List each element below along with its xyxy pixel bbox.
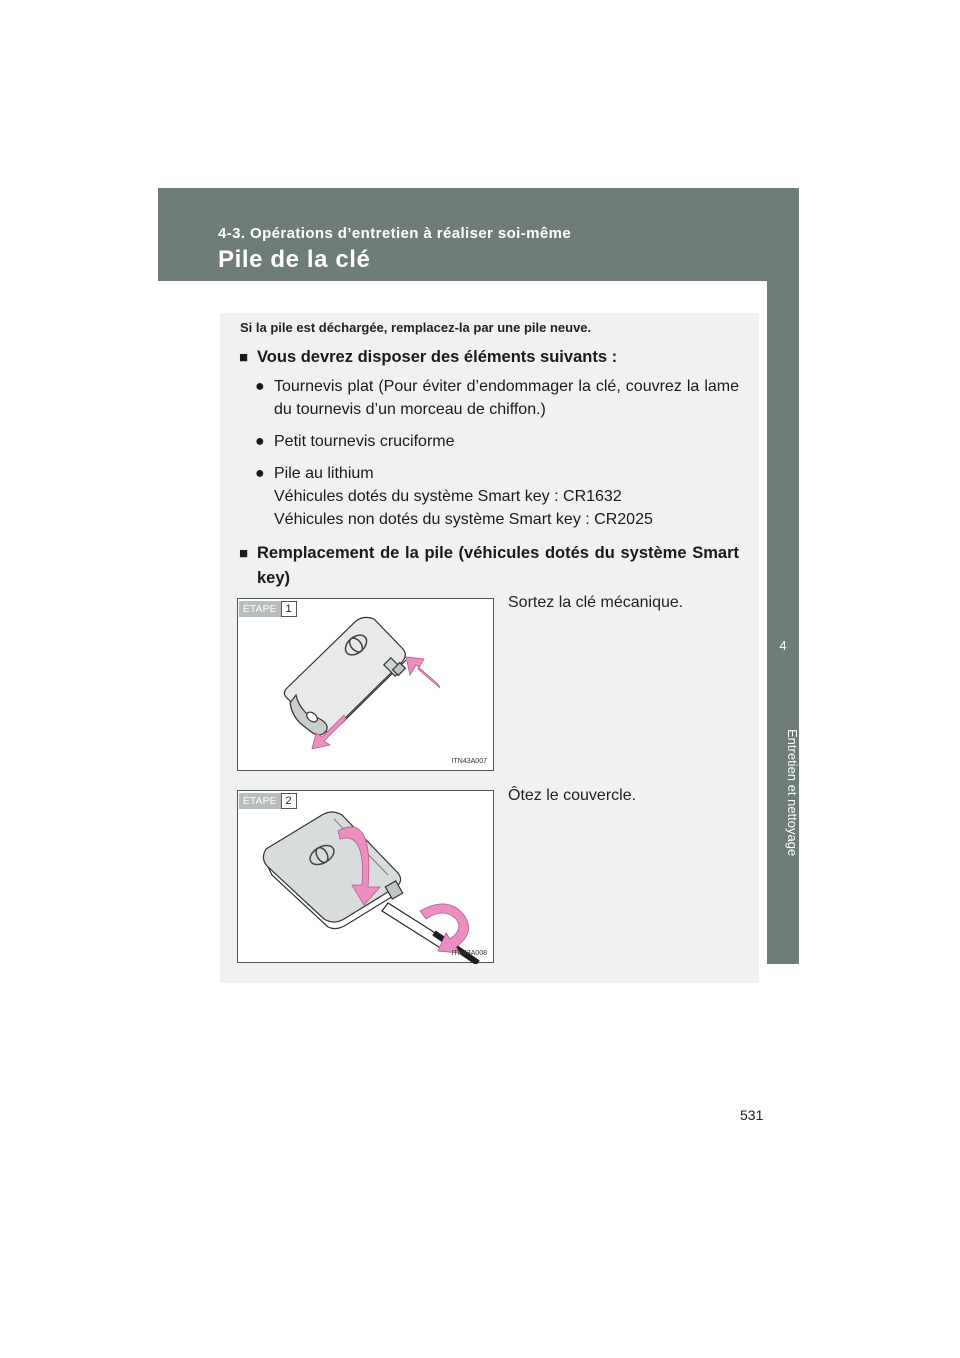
figure-code: ITN43A007 (451, 758, 487, 765)
chapter-label: Entretien et nettoyage (785, 729, 800, 857)
step-2-text: Ôtez le couvercle. (508, 787, 637, 804)
replacement-heading (239, 541, 739, 591)
intro-text: Si la pile est déchargée, remplacez-la par une pile neuve. (240, 320, 592, 335)
step-badge: ÉTAPE 1 (239, 601, 297, 617)
step-1-text: Sortez la clé mécanique. (508, 594, 684, 611)
smart-key-pull-mechanical-key-illustration (238, 599, 495, 772)
list-item (255, 462, 739, 531)
replacement-heading-text: Remplacement de la pile (véhicules dotés du système Smart key) (257, 544, 739, 587)
smart-key-open-cover-screwdriver-illustration (238, 791, 495, 964)
figure-code: ITN43A008 (451, 950, 487, 957)
page-title: Pile de la clé (218, 246, 371, 273)
page-number: 531 (740, 1107, 764, 1123)
battery-line: Véhicules dotés du système Smart key : CR1632 (274, 488, 622, 505)
requirements-heading (239, 345, 739, 370)
chapter-number: 4 (779, 638, 787, 653)
step-1-figure (237, 598, 494, 771)
list-item-text: Tournevis plat (Pour éviter d’endommager la clé, couvrez la lame du tournevis d’un morceau de chiffon.) (274, 378, 739, 418)
step-badge: ÉTAPE 2 (239, 793, 297, 809)
step-2-figure (237, 790, 494, 963)
section-label: 4-3. Opérations d’entretien à réaliser soi-même (218, 225, 572, 242)
battery-line: Véhicules non dotés du système Smart key : CR2025 (274, 511, 653, 528)
square-bullet-icon: ■ (239, 349, 249, 366)
chapter-header (158, 188, 799, 281)
square-bullet-icon: ■ (239, 545, 249, 562)
round-bullet-icon: ● (255, 465, 265, 482)
list-item-text: Pile au lithium (274, 465, 374, 482)
round-bullet-icon: ● (255, 433, 265, 450)
list-item (255, 375, 739, 421)
list-item-text: Petit tournevis cruciforme (274, 433, 455, 450)
requirements-heading-text: Vous devrez disposer des éléments suivants : (257, 348, 618, 366)
list-item (255, 430, 739, 453)
round-bullet-icon: ● (255, 378, 265, 395)
